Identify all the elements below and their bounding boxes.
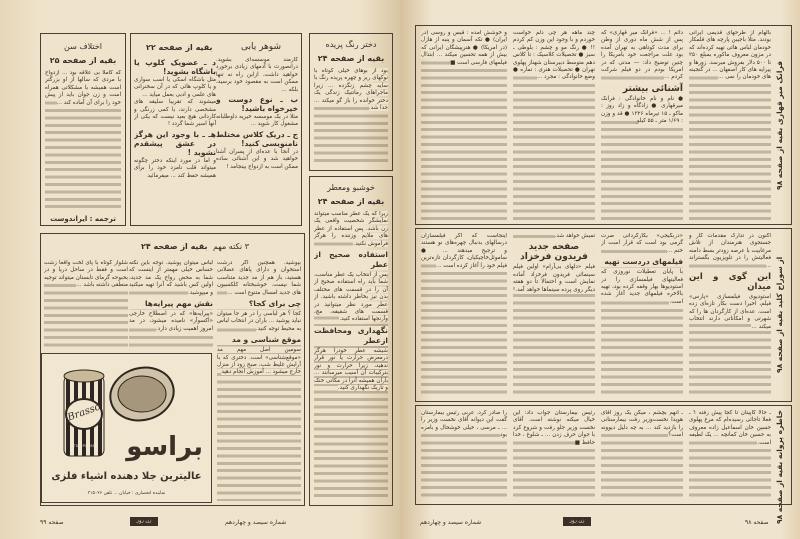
article-age-difference bbox=[40, 33, 126, 226]
continued-from: بقیه از صفحه ۲۲ bbox=[146, 43, 213, 52]
paragraph: ـ حالا کاپیتان تا کجا پیش رفته ؟ ـ فعلا تاجائی رسیده‌ام که مرغ پهلوی حسین خان اسماعیل زاده معروف به حسین خان کمانچه ... یک لطیفه است. bbox=[689, 410, 771, 446]
paragraph: کارمند موسسه‌ای بشوید. درانصورت با آدمهای زیادی برخورد خواهید داشت. ازاین راه نه تنها ممکن است به مقصود خود برسید، بلکه ... bbox=[216, 57, 298, 93]
article-title: اختلاف سن bbox=[64, 42, 102, 51]
column bbox=[44, 260, 128, 348]
paragraph: کجا ؟ هر لباسی را در هر جا میتوان نباید پوشید ... باران در انتخاب لباس به محیط توجه کنید. bbox=[217, 311, 301, 332]
paragraph: اینجاست که اگر فیلمسازان درسالهای بدنبال چهره‌های نو هستند و ترجیح میدهند ... ● ساموئل‌خاچیکیان، کارگردان تازه‌ترین فیلم خود را آغاز کرده است ... bbox=[421, 233, 507, 269]
brasso-advertisement bbox=[41, 353, 212, 503]
paragraph: و خوشش آمده : قیس و روسی (در ایران) ● تکه آسمان و پنبه از هازل (در امریکا) ● هنرپیشگان ایرانی که بیش از همه تحسین میکند ... ابتذال فیلمهای فارسی است ■ bbox=[421, 30, 507, 66]
paragraph: ● نام و نام خانوادگی : فرانک میرقهاری ● زادگاه و زاد روز : ماکو ـ ۱۵ تیرماه ۱۳۲۶ ● قد و وزن : ۱/۶۹ متر ـ ۵۵ کیلو bbox=[601, 95, 683, 125]
paragraph: سومین اصل مهم مد «موقع‌شناسی» است. دختری که با آرایش غلیظ شب، صبح زود از منزل خارج میشود ... آموزش انجام دهید bbox=[217, 347, 301, 376]
subheading: استفاده صحیح از عطر bbox=[314, 250, 388, 270]
column bbox=[689, 233, 771, 397]
paragraph: با پایان تعطیلات نوروزی که فعالیتهای فیلمسازی را در استودیوها بهار وقفه کرده بود، تهیه بالاخره فیلمهای جدید آغاز شده است. bbox=[601, 269, 683, 305]
magazine-logo: ﺯﻥ ﺭﻭﺯ bbox=[130, 517, 158, 526]
paragraph: لباس میتوان پوشید. توجه باین نکته حساس خیلی مهمتر از اینست که شما به محض رواج یک مد جدید، اولین کس باشید که آنرا تهیه میکنید و میپوشید. bbox=[129, 260, 213, 296]
paragraph: فیلم «دلهای بی‌آرام» اولین فیلم سینمائی فریدون فرخزاد آماده نمایش است و احتمالا تا دو هفته دیگر روی پرده سینماها خواهد آمد. bbox=[513, 264, 595, 293]
column bbox=[513, 410, 595, 500]
paragraph: پس از انتخاب یک عطر مناسب، شما باید راه استفاده صحیح از آن را در قسمت های مختلف بدن نیز بخاطر داشته باشید. از عطر مورد نظر میتوانید در قسمت های شقیقه، مچ، وآرنجها استفاده کنید. bbox=[314, 272, 388, 323]
article-title: ۳ نکته مهم bbox=[212, 242, 249, 251]
paragraph: بود از بوهای خیلی کوتاه با نوکهای ریز و چهره پریده رنگ با سایه چشم زنگزده ... زیرا ماجراهای رمانتیک زندگی یک دختر خوانده را باز گو میکند ... جدا شد. bbox=[314, 68, 388, 112]
article-body bbox=[45, 70, 121, 211]
paragraph: «دربگیجی» بکارگردانی صرت گرمی بود است که قرار است از ختم ... bbox=[601, 233, 683, 254]
magazine-logo: ﺯﻥ ﺭﻭﺯ bbox=[563, 517, 591, 526]
continued-from: بقیه از صفحه ۲۵ bbox=[49, 56, 117, 65]
column bbox=[129, 260, 213, 348]
column bbox=[421, 233, 507, 397]
vertical-heading: فرانک میر قهاری بقیه از صفحه ۹۸ bbox=[775, 60, 784, 190]
article-title: خوشبو ومعطر bbox=[327, 183, 375, 192]
page-number: صفحه ۹۸ bbox=[745, 519, 769, 526]
continued-from: بقیه از صفحه ۲۴ bbox=[141, 242, 208, 251]
brand-logo: Brasso bbox=[66, 401, 103, 424]
paragraph: مثلا در یک موسسه خیریه داوطلبانه مشغول کار شوید ... bbox=[216, 114, 298, 128]
paragraph: زیرا که یک عطر مناسب میتواند نمایشگر شخصیت واقعی یک زن باشد. پس استفاده از عطر های ملایم وزننده را هرگز فراموش نکنید. bbox=[314, 211, 388, 247]
paragraph: بالهام از طرحهای قدیمی ایرانی بودند. مثلا باجیبن پارچه های قلمکار خودمان لباس هائی تهیه کرده‌اند که در مزون معروف ماکوره بمبلغ ۲۵۰ تا ۵۰۰ دلار بفروش میرسد. زورها و پیرایه های کار اصفهان ... در گنجینه های خودمان را نمی ... bbox=[689, 30, 771, 81]
paragraph: در آنجا با عده‌ای از پسران آشنا خواهید شد و این آشنائی ساده ممکن است به ازدواج بینجامد ! bbox=[216, 148, 298, 170]
article-body bbox=[314, 211, 388, 501]
subheading: هـ ـ با وجود این هرگز در عشق پیشقدم نشوید ! bbox=[134, 129, 216, 157]
subheading: صفحه جدید فریدون فرخزاد bbox=[513, 242, 595, 262]
article-keyhole bbox=[415, 228, 792, 402]
article-title: شوهر یابی bbox=[240, 42, 281, 52]
column bbox=[513, 233, 595, 397]
subheading: آشنائی بیشتر bbox=[601, 84, 683, 94]
article-perfume bbox=[309, 176, 393, 506]
paragraph: رئیس بیمارستان جواب داد: این خیال میکنه نوشته است. آقای نخست وزیر جلو رفت و شروع کرد با جوان حرف زدن ... ـ شلوغ ، خدا حافظ ■ bbox=[513, 410, 595, 446]
paragraph: دائم ! ... «فرانک میر قهاری» که پس از شش ماه دوری از وطن برای مدت کوتاهی به تهران آمده بود علت مراجعت خود بامریکا را چنین توضیح داد: — مدتی که در امریکا بودم در دو فیلم شرکت کردم ... bbox=[601, 30, 683, 81]
column bbox=[689, 30, 771, 220]
distributor-info: نماینده انحصاری : خیابان ... تلفن ۳۱۵۰۲۶ bbox=[87, 491, 166, 496]
subheading: نگهداری ومحافظت ازعطر bbox=[314, 325, 388, 345]
issue-number: شماره سیصد و چهاردهم bbox=[420, 519, 482, 526]
vertical-heading: از سوراخ کلید بقیه از صفحه ۹۸ bbox=[775, 256, 784, 374]
paragraph: میشوند که تقریبا سلیقه های مشخصی دارند، با کمی زرنگی و کاردانی هیچ بعید نیست که یکی از آنها اسیر شما گردد ! bbox=[134, 99, 216, 128]
vertical-heading: خاطره پروانه بقیه از صفحه ۹۸ bbox=[775, 410, 784, 524]
article-pale-girl bbox=[309, 33, 393, 171]
subheading: فیلمهای دردست تهیه bbox=[601, 257, 683, 267]
paragraph: بپوشید. همچنین اگر درشت استخوان و دارای پاهای عضلانی هستید، باز هم از مد جدید متناسب شما نیست. خوشبختانه کلکسیون های جدید امسال متنوع است ... bbox=[217, 260, 301, 296]
column bbox=[216, 57, 298, 222]
subheading: د ـ عضویک کلوپ یا باشگاه بشوید! bbox=[134, 58, 216, 76]
column bbox=[601, 233, 683, 397]
article-title: دختر رنگ پریده bbox=[325, 40, 377, 49]
column bbox=[421, 30, 507, 220]
paragraph: تمیش خواهد شد. bbox=[554, 233, 595, 239]
subheading: نقش مهم پیرایه‌ها bbox=[129, 299, 213, 309]
paragraph: را صادر کرد. عربی رئیس بیمارستان گفت این دیوانه آقای نخست وزیر را ... ـ مرسی ، خیلی خوشحال و بامزه بود bbox=[421, 410, 507, 439]
column bbox=[601, 410, 683, 500]
paragraph: اکنون در تدارک مقدمات کار و جستجوی هنرمندان از تلاش مرغابیت با عرصه زودتر بسط دامنه فعالیتش را در تلویزیون بگستراند ... bbox=[689, 233, 771, 269]
column bbox=[513, 30, 595, 220]
translator-credit: ترجمه : ایراندوست bbox=[50, 215, 116, 223]
slogan: عالیترین جلا دهنده اشیاء فلزی bbox=[51, 471, 202, 482]
paragraph: ـ آنهم بچشم ، میگن یک روز آقای هویدا نخست‌وزیر رفت بیمارستانی را بازدید کند ... به چه دلیل دیوونه است؟ bbox=[601, 410, 683, 439]
article-body bbox=[314, 68, 388, 166]
subheading: این گوی و این میدان bbox=[689, 272, 771, 293]
product-name: براسو bbox=[126, 432, 203, 462]
can-label: METAL POLISH bbox=[70, 444, 96, 448]
right-page bbox=[400, 0, 800, 539]
paragraph: استودیوی فیلمسازی «پارس» فیلم، اخیرا دست بکار تازه‌ای زده است. عده‌ای از کارگردان ها را که شهرتی و امکاناتی دارند انتخاب میکند ... bbox=[689, 294, 771, 330]
paragraph: و اما در مورد اینکه دختر چگونه میتواند قلب نامزد خود را برای همیشه حفظ کند ... میفرمائید bbox=[134, 157, 216, 179]
paragraph: که کاملا بی علاقه بود ... ازدواج با مردی که سالها از او بزرگتر است همیشه با مشکلاتی همراه است و زن جوان باید از پیش خود را برای آن آماده کند ... bbox=[45, 70, 121, 106]
subheading: موقع شناسی و مد bbox=[217, 335, 301, 345]
paragraph: مثل باشگاه اسکی یا اسب سواری و یا کلوپ هائی که در آن سخنرانی های علمی و ادبی بعمل میاید ... bbox=[134, 77, 216, 98]
continued-from: بقیه از صفحه ۲۴ bbox=[317, 54, 385, 63]
column bbox=[601, 30, 683, 220]
issue-number: شماره سیصد و چهاردهم bbox=[225, 519, 287, 526]
paragraph: «پیرایه‌ها» که در اصطلاح خارجی «اکسوآر» نامیده میشود، در مد امروز اهمیت زیادی دارد. bbox=[129, 311, 213, 332]
article-husband-finding bbox=[130, 33, 302, 226]
continued-from: بقیه از صفحه ۲۴ bbox=[317, 197, 385, 206]
subheading: ب ـ نوع دوست و خیرخواه باشید! bbox=[216, 95, 298, 114]
page-number: صفحه ۹۹ bbox=[40, 519, 64, 526]
paragraph: چند ماهه هر چی دلم خواست خوردم و با وجود این وزن کم کردم !! ● رنگ مو و چشم : بلوطی ـ سبز ● تحصیلات کلاسیک : تا کلاس دهم متوسط دبیرستان شهناز پهلوی تهران ● تحصیلات هنری : تماره ● وضع خانوادگی : مجرد ... bbox=[513, 30, 595, 81]
article-frank-mirghahari bbox=[415, 25, 792, 225]
paragraph: شیشه عطر خودرا هرگز درمعرض حرارت یا نور قرار ندهید، زیرا حرارت و نور بترکیبات آن آسیب میرسانند ... باران همیشه آنرا در مکانی خنک و تاریک نگهداری کنید. bbox=[314, 347, 388, 391]
column bbox=[134, 57, 216, 222]
column bbox=[217, 260, 301, 501]
subheading: چی برای کجا؟ bbox=[217, 299, 301, 309]
column bbox=[689, 410, 771, 500]
paragraph: شلوار کوتاه با پای لخت واقعا زشت است و فقط در ساحل دریا و در بحبوحه گرمای تابستان میتواند توجیه منطقی داشته باشد ... bbox=[44, 260, 128, 289]
column bbox=[421, 410, 507, 500]
subheading: ج ـ دریک کلاس مختلط نامنویسی کنید! bbox=[216, 129, 298, 148]
